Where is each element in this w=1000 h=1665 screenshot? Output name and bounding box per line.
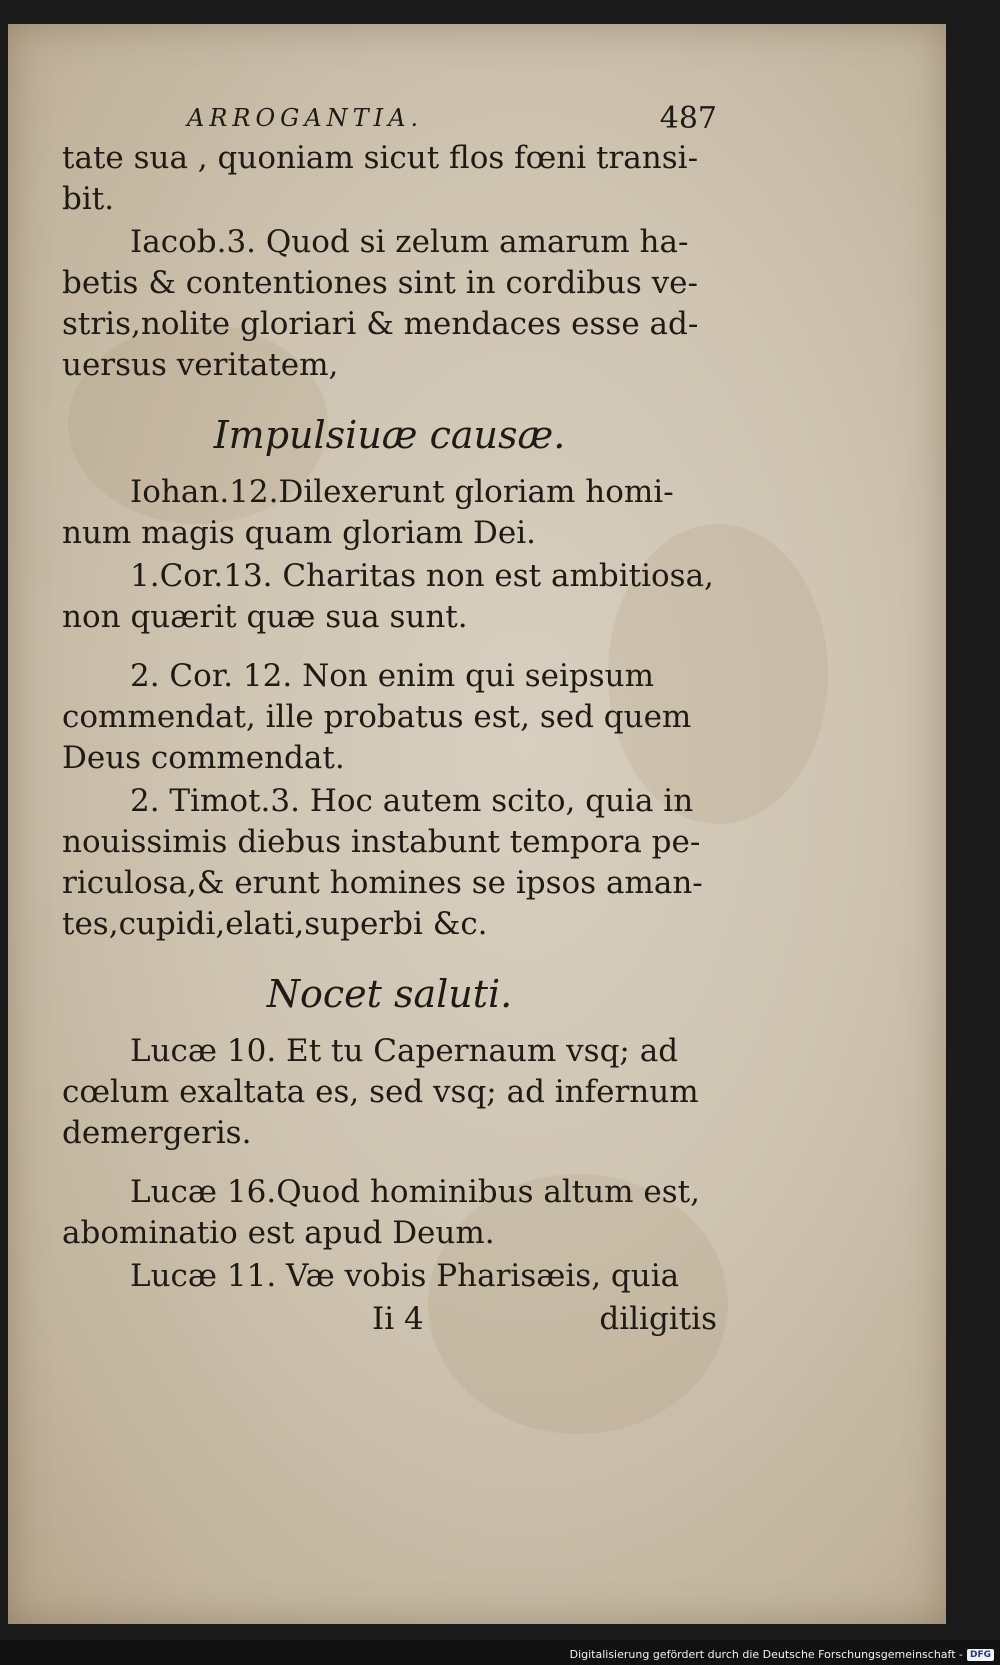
text-line: bit. (62, 181, 115, 217)
spacer (62, 640, 717, 656)
text-line: demergeris. (62, 1115, 252, 1151)
text-line: nouissimis diebus instabunt tempora pe- (62, 824, 701, 860)
dfg-logo: DFG (967, 1649, 994, 1661)
text-line: Lucæ 16.Quod hominibus altum est, (130, 1174, 700, 1210)
text-line: betis & contentiones sint in cordibus ve- (62, 265, 698, 301)
paragraph (62, 656, 717, 779)
running-title: ARROGANTIA. (187, 104, 424, 132)
text-line: 2. Timot.3. Hoc autem scito, quia in (130, 783, 694, 819)
text-line: riculosa,& erunt homines se ipsos aman- (62, 865, 703, 901)
section-heading: Impulsiuæ causæ. (213, 413, 566, 457)
spacer (62, 1156, 717, 1172)
text-line: cœlum exaltata es, sed vsq; ad infernum (62, 1074, 699, 1110)
paragraph (62, 1031, 717, 1154)
text-line: Iacob.3. Quod si zelum amarum ha- (130, 224, 689, 260)
text-line: Lucæ 11. Væ vobis Pharisæis, quia (130, 1258, 680, 1294)
text-line: abominatio est apud Deum. (62, 1215, 495, 1251)
paragraph (62, 556, 717, 638)
text-line: 2. Cor. 12. Non enim qui seipsum (130, 658, 655, 694)
text-line: Deus commendat. (62, 740, 345, 776)
section-heading: Nocet saluti. (266, 972, 513, 1016)
paragraph (62, 1256, 717, 1297)
paragraph (62, 138, 717, 220)
text-line: non quærit quæ sua sunt. (62, 599, 468, 635)
signature-mark: Ii 4 (372, 1301, 424, 1337)
text-block (62, 98, 717, 1340)
credit-text: Digitalisierung gefördert durch die Deutsche Forschungsgemeinschaft - (569, 1648, 963, 1661)
page-header (62, 98, 717, 138)
catchword: diligitis (599, 1301, 717, 1337)
text-line: num magis quam gloriam Dei. (62, 515, 536, 551)
paragraph (62, 781, 717, 945)
paragraph (62, 472, 717, 554)
text-line: commendat, ille probatus est, sed quem (62, 699, 692, 735)
text-line: stris,nolite gloriari & mendaces esse ad- (62, 306, 699, 342)
text-line: tes,cupidi,elati,superbi &c. (62, 906, 488, 942)
catchline (62, 1299, 717, 1340)
text-line: Iohan.12.Dilexerunt gloriam homi- (130, 474, 674, 510)
text-line: uersus veritatem, (62, 347, 339, 383)
text-line: tate sua , quoniam sicut flos fœni transi- (62, 140, 699, 176)
digitization-credit (570, 1648, 994, 1661)
paragraph (62, 222, 717, 386)
text-line: 1.Cor.13. Charitas non est ambitiosa, (130, 558, 714, 594)
paragraph (62, 1172, 717, 1254)
page-number: 487 (659, 101, 717, 136)
text-line: Lucæ 10. Et tu Capernaum vsq; ad (130, 1033, 679, 1069)
